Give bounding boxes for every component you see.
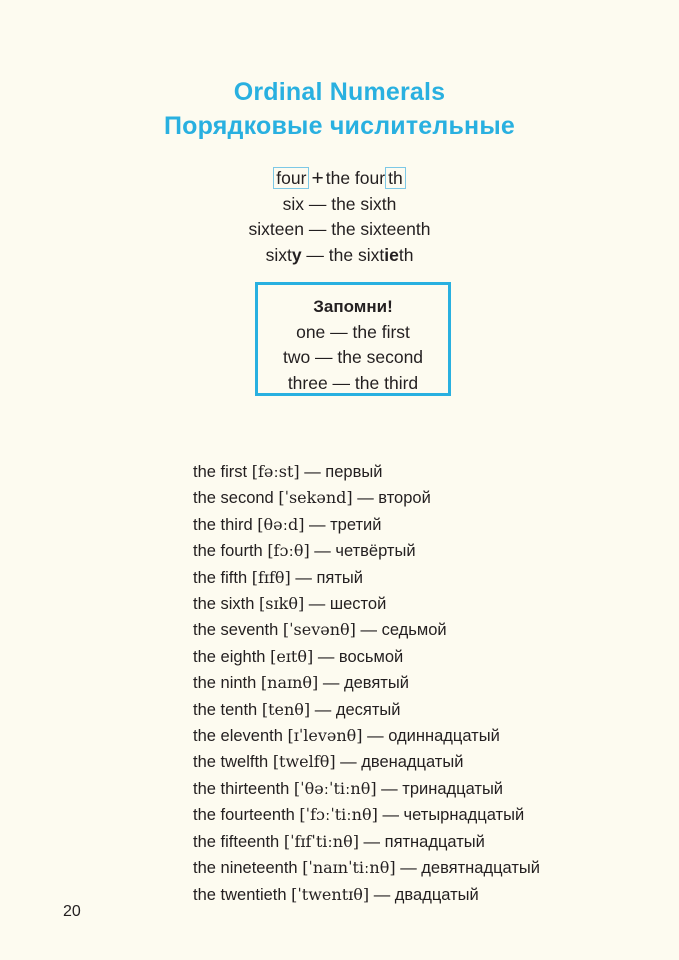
vocab-transcription: [naɪnθ]	[260, 673, 319, 693]
vocab-transcription: [ˈfɔːˈtiːnθ]	[299, 805, 378, 825]
vocab-translation: — девятнадцатый	[400, 859, 540, 878]
vocab-word: the fourth	[193, 542, 263, 561]
vocab-translation: — четвёртый	[314, 542, 416, 561]
vocab-transcription: [ˈtwentɪθ]	[291, 884, 370, 904]
vocabulary-list	[193, 459, 540, 908]
vocab-translation: — седьмой	[360, 621, 447, 640]
sixtieth-bold-ie: ie	[384, 244, 399, 265]
vocab-row	[193, 485, 540, 511]
vocab-word: the thirteenth	[193, 779, 290, 798]
sixty-bold-y: y	[291, 244, 302, 265]
vocab-translation: — тринадцатый	[381, 779, 504, 798]
vocab-word: the eleventh	[193, 727, 283, 746]
vocab-word: the fourteenth	[193, 806, 295, 825]
vocab-word: the nineteenth	[193, 859, 298, 878]
page-number: 20	[63, 903, 81, 920]
vocab-transcription: [eɪtθ]	[270, 646, 314, 666]
vocab-row	[193, 459, 540, 485]
vocab-row	[193, 749, 540, 775]
vocab-translation: — первый	[304, 463, 383, 481]
vocab-row	[193, 802, 540, 828]
vocab-row	[193, 617, 540, 643]
vocab-translation: — пятый	[295, 568, 363, 587]
vocab-row	[193, 882, 540, 908]
vocab-transcription: [ˈθəːˈtiːnθ]	[293, 778, 377, 798]
sixty-stem: sixt	[265, 244, 292, 265]
vocab-transcription: [ˈnaɪnˈtiːnθ]	[302, 858, 396, 878]
vocab-word: the twelfth	[193, 753, 269, 772]
boxed-base-word: four	[273, 167, 309, 189]
vocab-row	[193, 565, 540, 591]
vocab-row	[193, 591, 540, 617]
vocab-row	[193, 670, 540, 696]
example-row-four-text: the four	[325, 168, 386, 188]
vocab-translation: — третий	[309, 515, 382, 534]
vocab-transcription: [ɪˈlevənθ]	[287, 726, 363, 746]
vocab-row	[193, 644, 540, 670]
remember-item: three — the third	[287, 372, 419, 393]
vocab-row	[193, 723, 540, 749]
vocab-translation: — одиннадцатый	[367, 727, 500, 746]
vocab-transcription: [ˈsekənd]	[278, 488, 353, 508]
vocab-word: the seventh	[193, 621, 279, 640]
remember-heading: Запомни!	[313, 297, 393, 316]
vocab-row	[193, 855, 540, 881]
vocab-word: the sixth	[193, 595, 255, 614]
vocab-translation: — двадцатый	[373, 885, 479, 904]
vocab-word: the tenth	[193, 700, 258, 719]
vocab-translation: — четырнадцатый	[382, 806, 525, 825]
vocab-word: the first	[193, 463, 248, 481]
vocab-transcription: [sɪkθ]	[259, 594, 305, 614]
vocab-translation: — пятнадцатый	[363, 832, 485, 851]
vocab-transcription: [ˈsevənθ]	[282, 620, 356, 640]
title-russian: Порядковые числительные	[163, 112, 516, 140]
title-english: Ordinal Numerals	[233, 78, 446, 106]
sixtieth-stem: — the sixt	[301, 244, 385, 265]
vocab-transcription: [fəːst]	[251, 462, 300, 481]
example-row-sixty	[0, 243, 679, 269]
remember-item: two — the second	[282, 347, 424, 367]
vocab-word: the twentieth	[193, 885, 287, 904]
vocab-row	[193, 776, 540, 802]
example-row-six: six — the sixth	[282, 193, 397, 214]
vocab-word: the ninth	[193, 674, 257, 693]
vocab-translation: — второй	[357, 489, 431, 508]
vocab-translation: — десятый	[314, 700, 401, 719]
vocab-transcription: [θəːd]	[257, 514, 305, 534]
vocab-transcription: [fɪfθ]	[251, 567, 291, 587]
remember-box	[255, 282, 451, 396]
example-row-four	[0, 166, 679, 192]
vocab-word: the eighth	[193, 647, 266, 666]
vocab-transcription: [fɔːθ]	[267, 541, 310, 561]
vocab-translation: — восьмой	[317, 647, 404, 666]
vocab-row	[193, 697, 540, 723]
vocab-translation: — девятый	[322, 674, 409, 693]
vocab-word: the third	[193, 515, 253, 534]
vocab-transcription: [tenθ]	[261, 699, 311, 719]
plus-sign: +	[311, 167, 324, 190]
examples-block	[0, 166, 679, 268]
vocab-row	[193, 512, 540, 538]
vocab-row	[193, 829, 540, 855]
boxed-suffix: th	[385, 167, 406, 189]
vocab-word: the fifth	[193, 568, 248, 587]
vocab-transcription: [twelfθ]	[272, 752, 336, 772]
vocab-row	[193, 538, 540, 564]
vocab-word: the fifteenth	[193, 832, 280, 851]
vocab-word: the second	[193, 489, 274, 508]
vocab-translation: — шестой	[308, 595, 387, 614]
sixtieth-suffix: th	[398, 244, 414, 265]
example-row-sixteen: sixteen — the sixteenth	[248, 219, 431, 239]
vocab-translation: — двенадцатый	[340, 753, 464, 772]
vocab-transcription: [ˈfɪfˈtiːnθ]	[283, 831, 359, 851]
remember-item: one — the first	[296, 321, 410, 342]
